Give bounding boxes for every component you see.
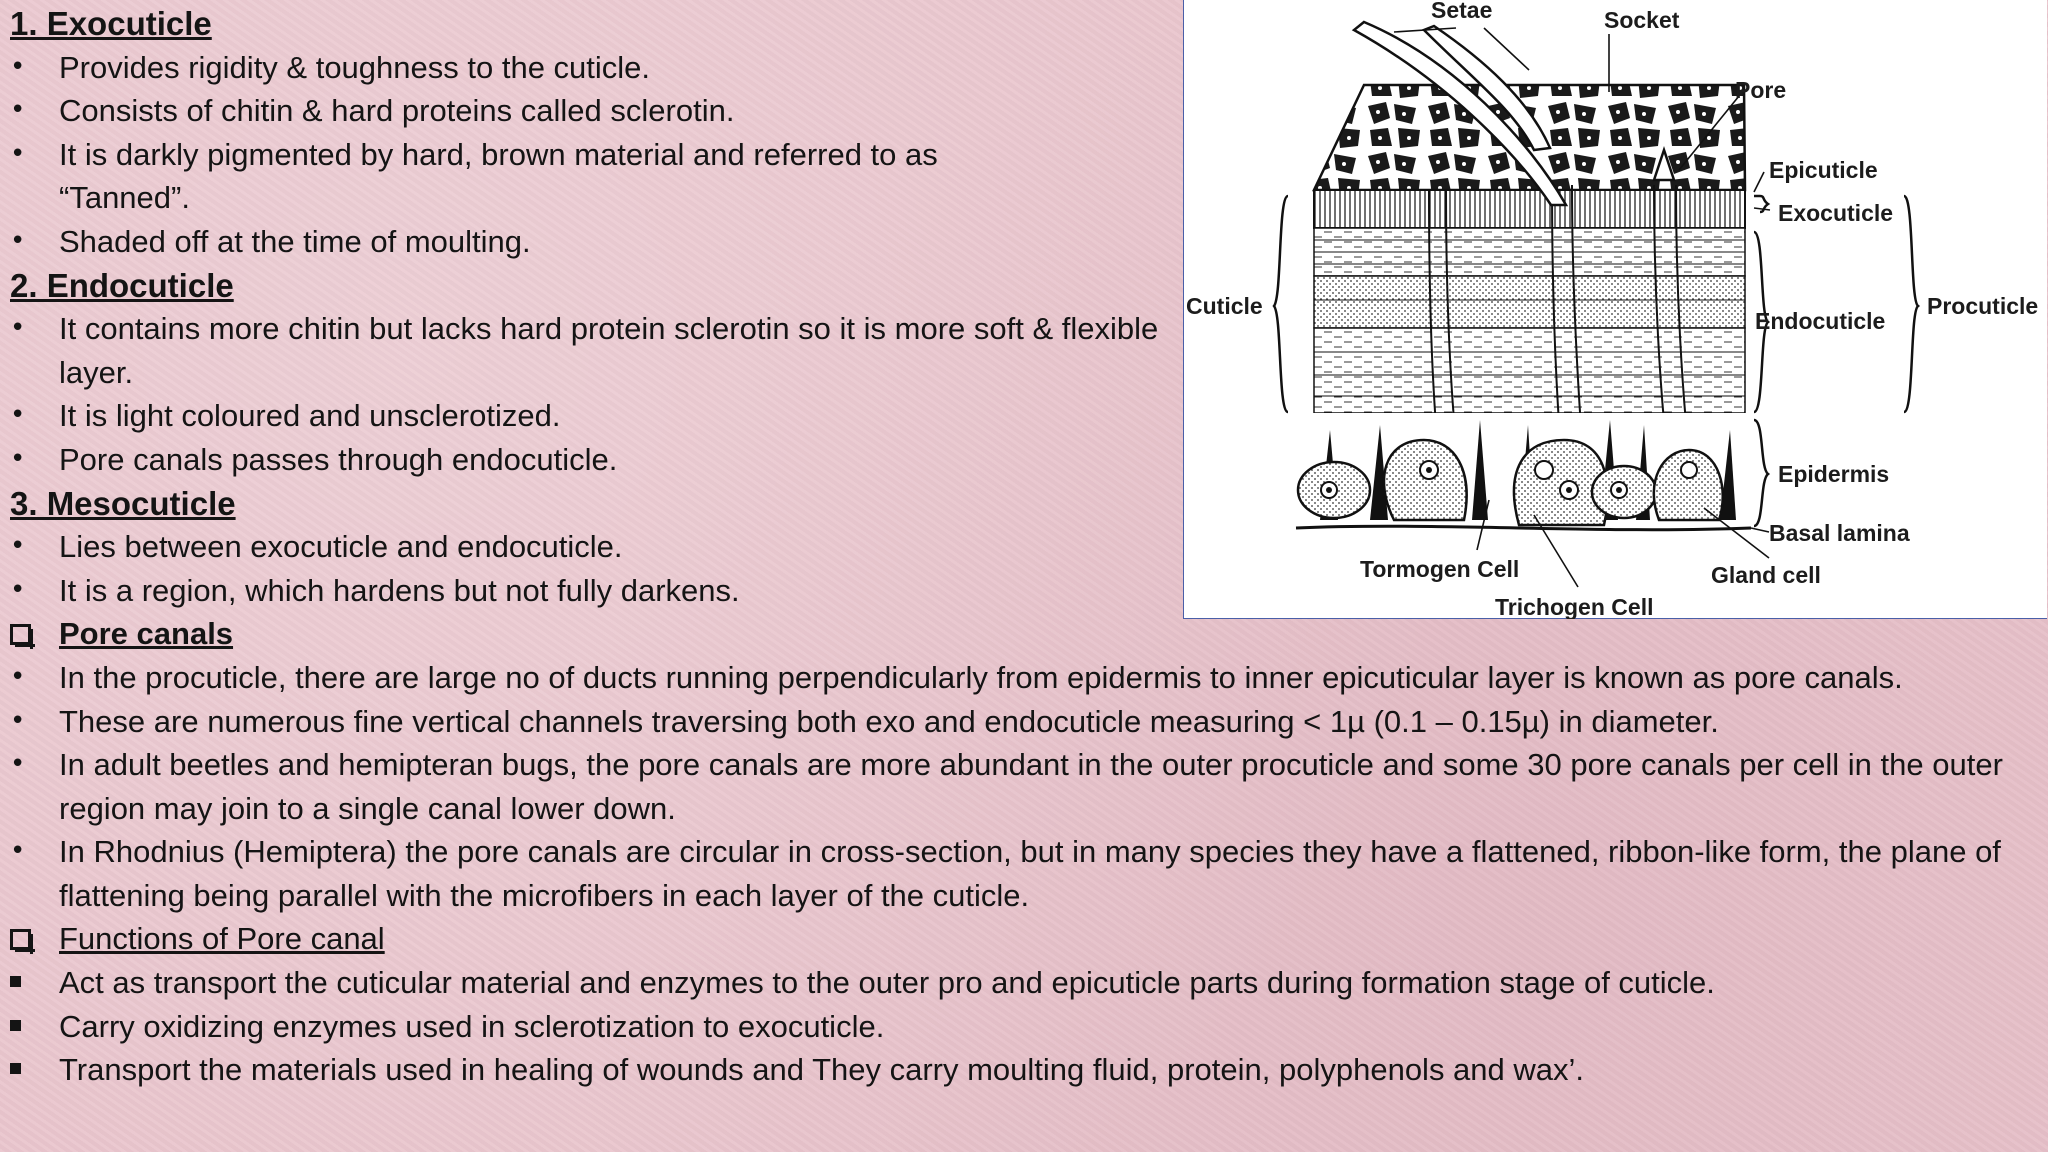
- square-bullet-icon: [10, 976, 21, 987]
- cuticle-diagram: [1183, 0, 2047, 619]
- list-item: • Provides rigidity & toughness to the cuticle.: [10, 46, 1194, 90]
- bullet-icon: •: [10, 95, 26, 126]
- list-item: • Pore canals passes through endocuticle.: [10, 438, 1194, 482]
- list-item: • Lies between exocuticle and endocuticle.: [10, 525, 1194, 569]
- label-gland-cell: Gland cell: [1711, 562, 1821, 588]
- bullet-icon: •: [10, 225, 26, 256]
- list-item: • It contains more chitin but lacks hard protein sclerotin so it is more soft & flexible layer.: [10, 307, 1219, 394]
- list-item: • Shaded off at the time of moulting.: [10, 220, 1194, 264]
- subheading-pore-canals: Pore canals: [10, 612, 2040, 656]
- list-item: Transport the materials used in healing of wounds and They carry moulting fluid, protein, polyphenols and wax’.: [10, 1048, 2040, 1092]
- label-epicuticle: Epicuticle: [1769, 157, 1878, 183]
- bullet-icon: •: [10, 574, 26, 605]
- label-cuticle: Cuticle: [1186, 293, 1263, 319]
- list-item: • In Rhodnius (Hemiptera) the pore canals are circular in cross-section, but in many species they have a flattened, ribbon-like form, the plane of flattening being parallel with the microfibers in each layer of the cuticle.: [10, 830, 2040, 917]
- label-socket: Socket: [1604, 7, 1680, 33]
- epidermis-layer: [1296, 413, 1751, 530]
- checkbox-square-icon: [10, 624, 31, 645]
- square-bullet-icon: [10, 1020, 21, 1031]
- list-item: • It is light coloured and unsclerotized.: [10, 394, 1194, 438]
- label-tormogen-cell: Tormogen Cell: [1360, 556, 1520, 582]
- list-item: Act as transport the cuticular material and enzymes to the outer pro and epicuticle parts during formation stage of cuticle.: [10, 961, 2040, 1005]
- bullet-icon: •: [10, 313, 26, 344]
- list-item: • It is darkly pigmented by hard, brown material and referred to as “Tanned”.: [10, 133, 1019, 220]
- square-bullet-icon: [10, 1063, 21, 1074]
- list-item: • In adult beetles and hemipteran bugs, the pore canals are more abundant in the outer procuticle and some 30 pore canals per cell in the outer region may join to a single canal lower down.: [10, 743, 2040, 830]
- label-endocuticle: Endocuticle: [1755, 308, 1886, 334]
- bullet-icon: •: [10, 661, 26, 692]
- bullet-icon: •: [10, 400, 26, 431]
- heading-exocuticle: 1. Exocuticle: [10, 5, 212, 42]
- label-epidermis: Epidermis: [1778, 461, 1890, 487]
- list-item: • These are numerous fine vertical channels traversing both exo and endocuticle measuring < 1µ (0.1 – 0.15µ) in diameter.: [10, 700, 2040, 744]
- bullet-icon: •: [10, 443, 26, 474]
- label-pore: Pore: [1735, 77, 1787, 103]
- label-exocuticle: Exocuticle: [1778, 200, 1894, 226]
- label-trichogen-cell: Trichogen Cell: [1495, 594, 1654, 619]
- subheading-functions: Functions of Pore canal: [10, 917, 2040, 961]
- bullet-icon: •: [10, 138, 26, 169]
- heading-endocuticle: 2. Endocuticle: [10, 266, 234, 304]
- list-item: Carry oxidizing enzymes used in sclerotization to exocuticle.: [10, 1005, 2040, 1049]
- bullet-icon: •: [10, 51, 26, 82]
- label-procuticle: Procuticle: [1927, 293, 2039, 319]
- list-item: • In the procuticle, there are large no of ducts running perpendicularly from epidermis to inner epicuticular layer is known as pore canals.: [10, 656, 2040, 700]
- list-item: • It is a region, which hardens but not fully darkens.: [10, 569, 1194, 613]
- checkbox-square-icon: [10, 929, 31, 950]
- bullet-icon: •: [10, 531, 26, 562]
- list-item: • Consists of chitin & hard proteins called sclerotin.: [10, 89, 1194, 133]
- bullet-icon: •: [10, 749, 26, 780]
- label-basal-lamina: Basal lamina: [1769, 520, 1910, 546]
- label-setae: Setae: [1431, 0, 1493, 23]
- bullet-icon: •: [10, 705, 26, 736]
- bullet-icon: •: [10, 836, 26, 867]
- heading-mesocuticle: 3. Mesocuticle: [10, 484, 236, 522]
